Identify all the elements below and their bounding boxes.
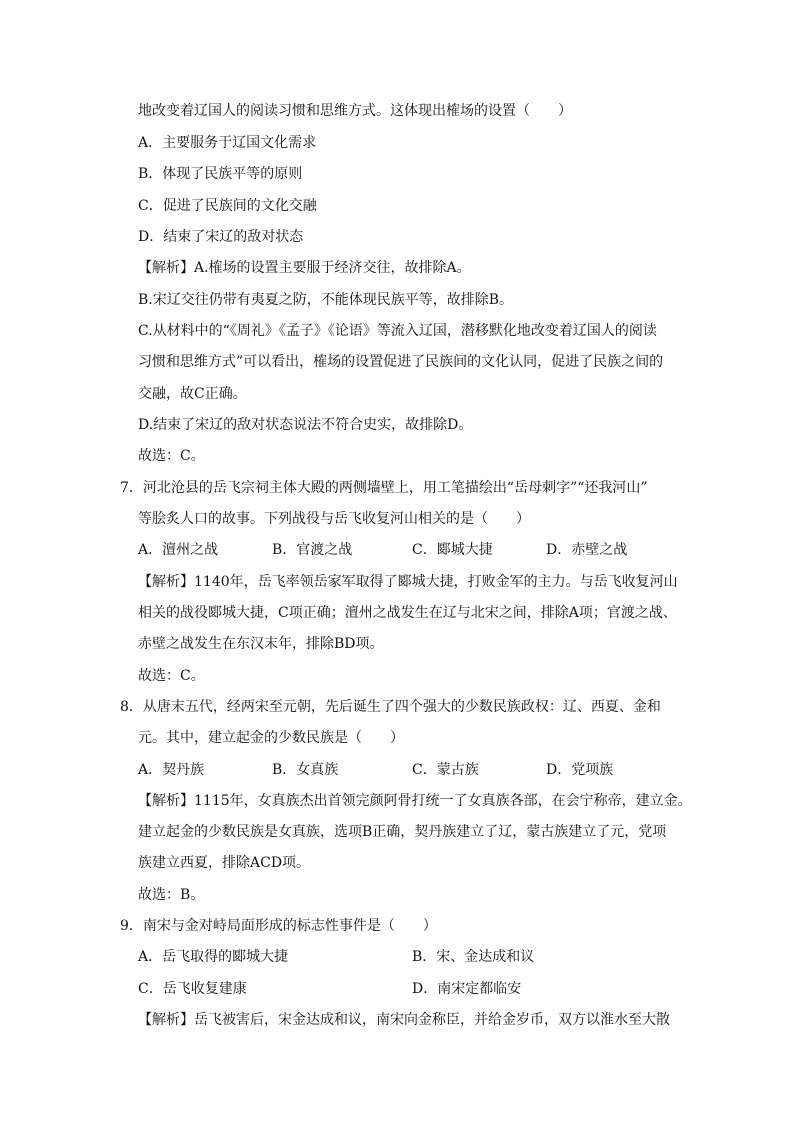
q8-analysis-line-2: 建立起金的少数民族是女真族，选项B正确，契丹族建立了辽，蒙古族建立了元，党项: [138, 824, 667, 840]
q8-option-b: B．女真族: [272, 762, 339, 778]
q8-stem-line-1: 8．从唐末五代，经两宋至元朝，先后诞生了四个强大的少数民族政权：辽、西夏、金和: [120, 699, 661, 715]
prev-question-stem: 地改变着辽国人的阅读习惯和思维方式。这体现出榷场的设置（ ）: [138, 103, 572, 119]
q7-option-a: A．澶州之战: [138, 542, 219, 558]
q7-analysis-line-2: 相关的战役郾城大捷，C项正确；澶州之战发生在辽与北宋之间，排除A项；官渡之战、: [138, 605, 677, 621]
prev-analysis-line-1: 【解析】A.榷场的设置主要服于经济交往，故排除A。: [138, 260, 471, 276]
q7-option-c: C．郾城大捷: [412, 542, 493, 558]
q7-option-d: D．赤壁之战: [546, 542, 628, 558]
q9-option-c: C．岳飞收复建康: [138, 981, 247, 997]
q9-stem-line-1: 9．南宋与金对峙局面形成的标志性事件是（ ）: [120, 918, 437, 934]
prev-analysis-line-4: 习惯和思维方式”可以看出，榷场的设置促进了民族间的文化认同，促进了民族之间的: [138, 354, 664, 370]
q8-option-d: D．党项族: [546, 762, 614, 778]
prev-option-c: C．促进了民族间的文化交融: [138, 198, 317, 214]
prev-analysis-line-2: B.宋辽交往仍带有夷夏之防，不能体现民族平等，故排除B。: [138, 292, 514, 308]
q9-option-b: B．宋、金达成和议: [412, 949, 535, 965]
q8-analysis-line-3: 族建立西夏，排除ACD项。: [138, 855, 311, 871]
q7-option-b: B．官渡之战: [272, 542, 353, 558]
q8-stem-line-2: 元。其中，建立起金的少数民族是（ ）: [138, 730, 404, 746]
prev-analysis-line-6: D.结束了宋辽的敌对状态说法不符合史实，故排除D。: [138, 417, 473, 433]
prev-analysis-line-3: C.从材料中的“《周礼》《孟子》《论语》等流入辽国，潜移默化地改变着辽国人的阅读: [138, 323, 657, 339]
prev-analysis-line-5: 交融，故C正确。: [138, 386, 247, 402]
prev-option-a: A．主要服务于辽国文化需求: [138, 135, 317, 151]
prev-option-d: D．结束了宋辽的敌对状态: [138, 229, 304, 245]
q8-option-c: C．蒙古族: [412, 762, 479, 778]
prev-option-b: B．体现了民族平等的原则: [138, 166, 303, 182]
q7-stem-line-2: 等脍炙人口的故事。下列战役与岳飞收复河山相关的是（ ）: [138, 511, 530, 527]
prev-answer: 故选：C。: [138, 448, 205, 464]
q7-analysis-line-1: 【解析】1140年，岳飞率领岳家军取得了郾城大捷，打败金军的主力。与岳飞收复河山: [138, 574, 678, 590]
q9-analysis-line-1: 【解析】岳飞被害后，宋金达成和议，南宋向金称臣，并给金岁币，双方以淮水至大散: [138, 1012, 670, 1028]
q7-answer: 故选：C。: [138, 668, 205, 684]
q8-option-a: A．契丹族: [138, 762, 205, 778]
q9-option-d: D．南宋定都临安: [412, 981, 522, 997]
q9-option-a: A．岳飞取得的郾城大捷: [138, 949, 289, 965]
q7-analysis-line-3: 赤壁之战发生在东汉末年，排除BD项。: [138, 636, 384, 652]
q8-answer: 故选：B。: [138, 887, 205, 903]
q8-analysis-line-1: 【解析】1115年，女真族杰出首领完颜阿骨打统一了女真族各部，在会宁称帝，建立金。: [138, 793, 692, 809]
q7-stem-line-1: 7．河北沧县的岳飞宗祠主体大殿的两侧墙壁上，用工笔描绘出“岳母刺字”“还我河山”: [120, 480, 648, 496]
